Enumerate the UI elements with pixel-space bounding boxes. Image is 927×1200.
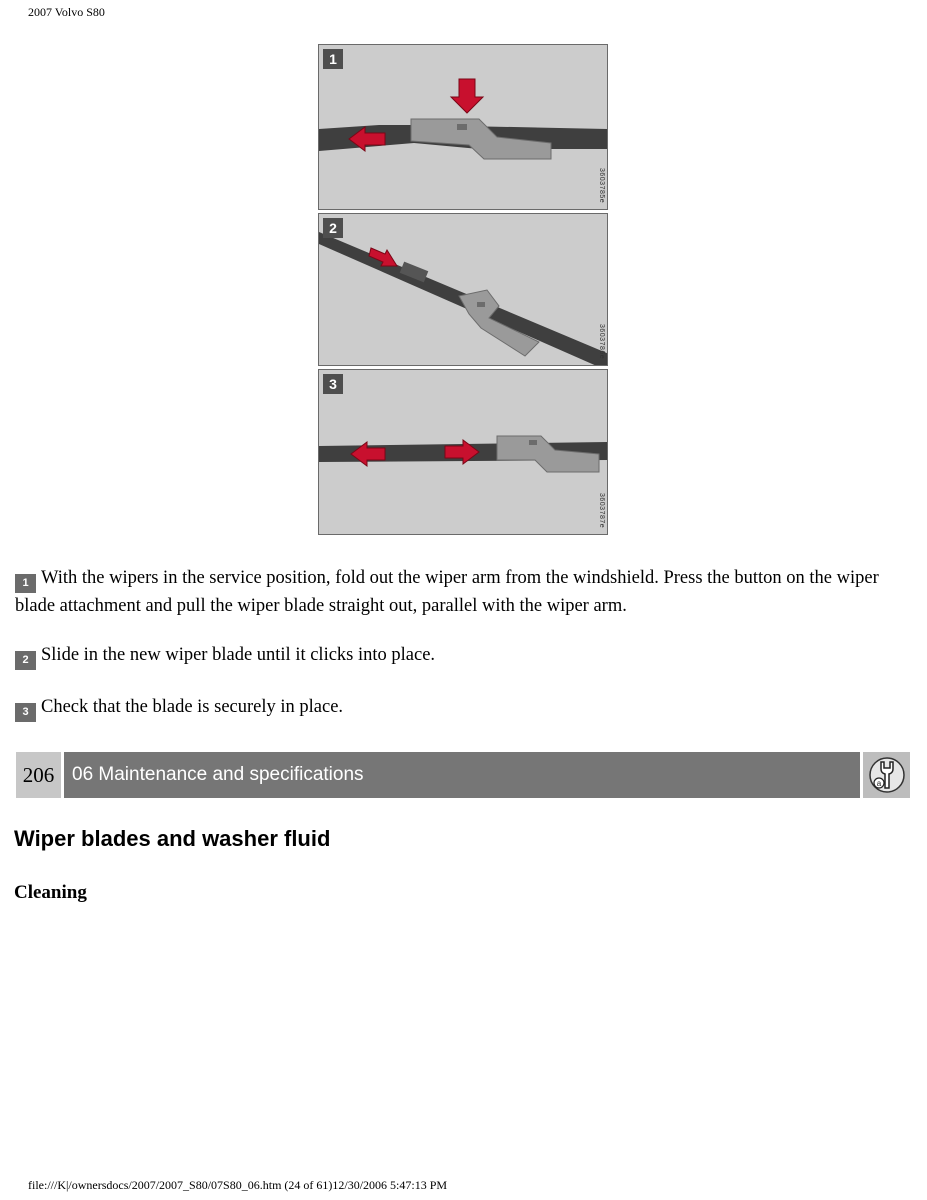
chapter-title: 06 Maintenance and specifications bbox=[64, 752, 860, 798]
figure-code-3: 3603787e bbox=[598, 492, 605, 528]
section-heading: Wiper blades and washer fluid bbox=[14, 826, 331, 851]
figure-number-2: 2 bbox=[323, 218, 343, 238]
figure-number-1: 1 bbox=[323, 49, 343, 69]
document-title: 2007 Volvo S80 bbox=[28, 5, 105, 19]
figure-code-1: 3603785e bbox=[598, 167, 605, 203]
wrench-icon bbox=[863, 752, 910, 798]
wiper-illustration-1 bbox=[319, 45, 608, 210]
wiper-illustration-2 bbox=[319, 214, 608, 366]
svg-text:a: a bbox=[876, 779, 881, 788]
step-badge-2: 2 bbox=[15, 651, 36, 670]
step-text-3: Check that the blade is securely in place. bbox=[41, 697, 344, 717]
figure-code-2: 3603786e bbox=[598, 323, 605, 359]
step-text-1: With the wipers in the service position, fold out the wiper arm from the windshield. Press the button on the wiper blade attachment and pull the wiper blade straight out, parallel with the wiper arm. bbox=[15, 568, 879, 616]
wiper-illustration-3 bbox=[319, 370, 608, 535]
step-badge-3: 3 bbox=[15, 703, 36, 722]
step-badge-1: 1 bbox=[15, 574, 36, 593]
page-number: 206 bbox=[16, 752, 61, 798]
step-2 bbox=[15, 642, 910, 670]
figure-insert-blade bbox=[318, 213, 608, 366]
step-3 bbox=[15, 694, 910, 722]
footer-path: file:///K|/ownersdocs/2007/2007_S80/07S80_06.htm (24 of 61)12/30/2006 5:47:13 PM bbox=[28, 1178, 448, 1192]
sub-heading: Cleaning bbox=[14, 882, 87, 903]
figure-remove-blade bbox=[318, 44, 608, 210]
figure-check-blade bbox=[318, 369, 608, 535]
figure-number-3: 3 bbox=[323, 374, 343, 394]
step-1 bbox=[15, 565, 910, 619]
step-text-2: Slide in the new wiper blade until it clicks into place. bbox=[41, 645, 436, 665]
